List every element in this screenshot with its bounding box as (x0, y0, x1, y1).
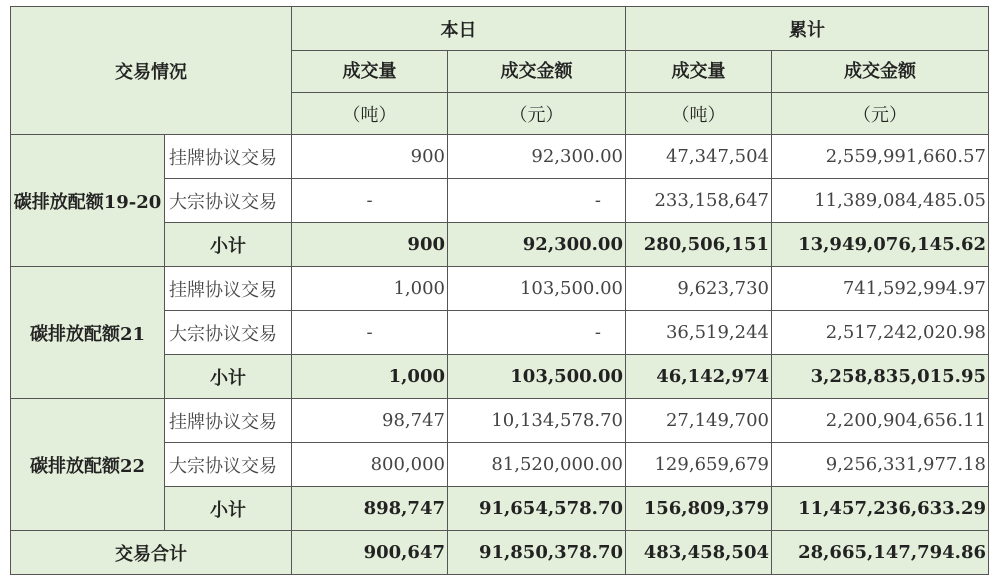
today-amount: - (448, 311, 626, 355)
header-cum-amount: 成交金额 (772, 51, 989, 93)
total-cum-amount: 28,665,147,794.86 (772, 531, 989, 575)
trade-type: 大宗协议交易 (165, 179, 292, 223)
trading-summary-table (10, 6, 989, 575)
header-today-volume-unit: （吨） (292, 93, 448, 135)
group-name: 碳排放配额21 (11, 267, 165, 399)
table-row (11, 135, 989, 179)
today-volume: 98,747 (292, 399, 448, 443)
subtotal-cum-amount: 13,949,076,145.62 (772, 223, 989, 267)
total-cum-volume: 483,458,504 (626, 531, 772, 575)
total-label: 交易合计 (11, 531, 292, 575)
header-today-amount-unit: （元） (448, 93, 626, 135)
cum-amount: 2,559,991,660.57 (772, 135, 989, 179)
today-volume: 1,000 (292, 267, 448, 311)
trade-type: 大宗协议交易 (165, 443, 292, 487)
group-name: 碳排放配额22 (11, 399, 165, 531)
today-volume: 900 (292, 135, 448, 179)
cum-amount: 11,389,084,485.05 (772, 179, 989, 223)
subtotal-today-amount: 91,654,578.70 (448, 487, 626, 531)
total-today-volume: 900,647 (292, 531, 448, 575)
subtotal-cum-amount: 3,258,835,015.95 (772, 355, 989, 399)
subtotal-label: 小计 (165, 223, 292, 267)
subtotal-today-amount: 92,300.00 (448, 223, 626, 267)
subtotal-cum-volume: 46,142,974 (626, 355, 772, 399)
today-amount: 92,300.00 (448, 135, 626, 179)
header-today: 本日 (292, 7, 626, 51)
subtotal-cum-volume: 156,809,379 (626, 487, 772, 531)
cum-amount: 2,200,904,656.11 (772, 399, 989, 443)
today-volume: - (292, 311, 448, 355)
subtotal-cum-amount: 11,457,236,633.29 (772, 487, 989, 531)
header-trade-info: 交易情况 (11, 7, 292, 135)
trade-type: 挂牌协议交易 (165, 399, 292, 443)
cum-volume: 27,149,700 (626, 399, 772, 443)
total-row (11, 531, 989, 575)
header-today-volume: 成交量 (292, 51, 448, 93)
header-cum-amount-unit: （元） (772, 93, 989, 135)
cum-volume: 47,347,504 (626, 135, 772, 179)
table-row (11, 399, 989, 443)
cum-volume: 233,158,647 (626, 179, 772, 223)
subtotal-cum-volume: 280,506,151 (626, 223, 772, 267)
today-amount: - (448, 179, 626, 223)
header-cumulative: 累计 (626, 7, 989, 51)
subtotal-today-volume: 900 (292, 223, 448, 267)
subtotal-today-amount: 103,500.00 (448, 355, 626, 399)
trade-type: 大宗协议交易 (165, 311, 292, 355)
header-cum-volume: 成交量 (626, 51, 772, 93)
table-row (11, 267, 989, 311)
trade-type: 挂牌协议交易 (165, 267, 292, 311)
subtotal-today-volume: 898,747 (292, 487, 448, 531)
cum-amount: 9,256,331,977.18 (772, 443, 989, 487)
today-amount: 103,500.00 (448, 267, 626, 311)
group-name: 碳排放配额19-20 (11, 135, 165, 267)
header-cum-volume-unit: （吨） (626, 93, 772, 135)
subtotal-label: 小计 (165, 487, 292, 531)
today-volume: - (292, 179, 448, 223)
today-amount: 10,134,578.70 (448, 399, 626, 443)
total-today-amount: 91,850,378.70 (448, 531, 626, 575)
cum-volume: 9,623,730 (626, 267, 772, 311)
today-amount: 81,520,000.00 (448, 443, 626, 487)
cum-amount: 2,517,242,020.98 (772, 311, 989, 355)
subtotal-label: 小计 (165, 355, 292, 399)
today-volume: 800,000 (292, 443, 448, 487)
header-today-amount: 成交金额 (448, 51, 626, 93)
subtotal-today-volume: 1,000 (292, 355, 448, 399)
cum-amount: 741,592,994.97 (772, 267, 989, 311)
trade-type: 挂牌协议交易 (165, 135, 292, 179)
cum-volume: 36,519,244 (626, 311, 772, 355)
cum-volume: 129,659,679 (626, 443, 772, 487)
